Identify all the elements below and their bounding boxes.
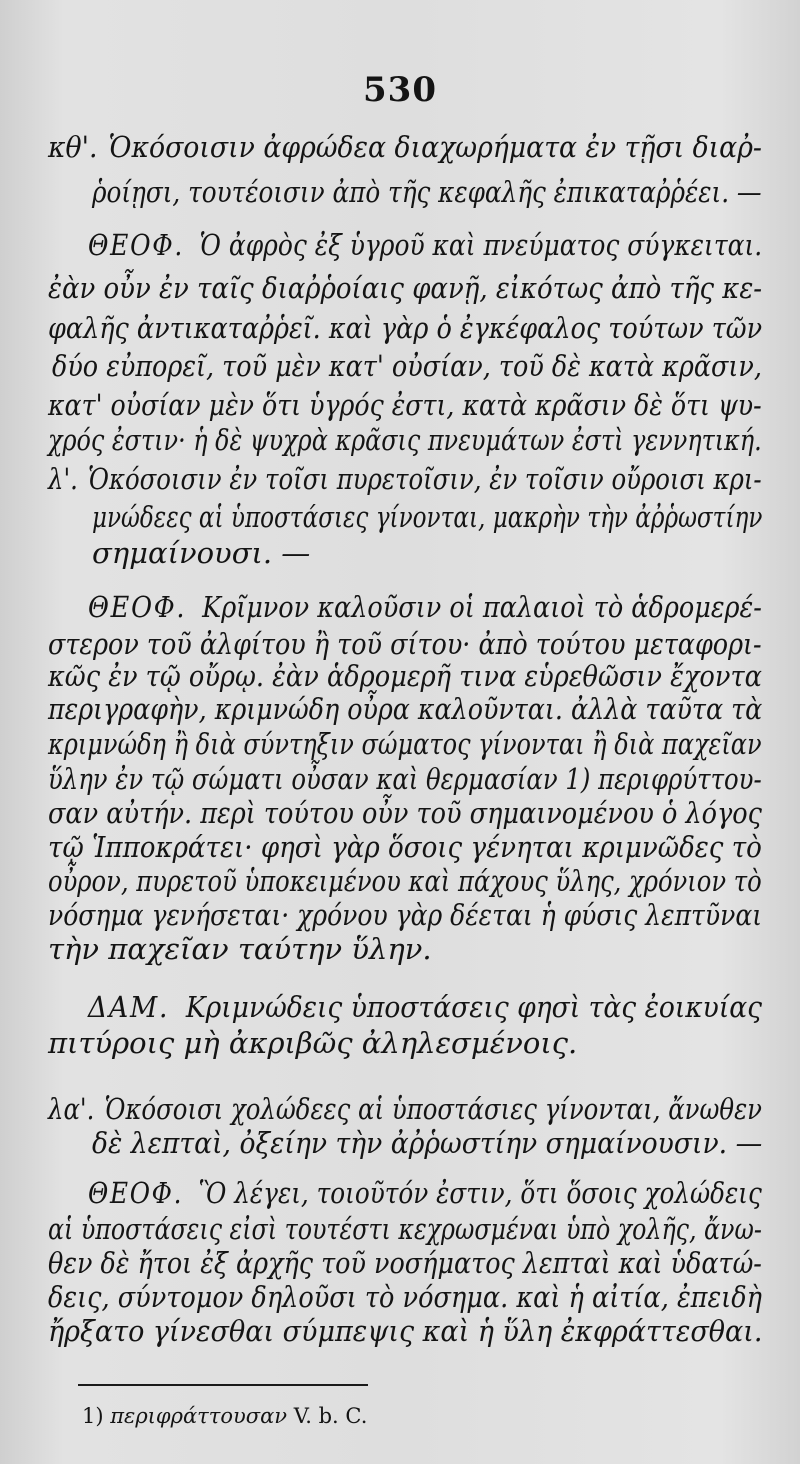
text-line [48, 388, 762, 422]
text-line [48, 762, 762, 796]
line-text: Ὁκόσοισιν ἀφρώδεα διαχωρήματα ἐν τῇσι διαῤ- [108, 130, 762, 164]
line-text: Κρῖμνον καλοῦσιν οἱ παλαιοὶ τὸ ἁδρομερέ- [202, 590, 762, 624]
text-line [92, 1126, 762, 1160]
text-line [92, 536, 310, 570]
aphorism-number: λα'. [48, 1092, 95, 1126]
line-text: αἱ ὑποστάσεις εἰσὶ τουτέστι κεχρωσμέναι ὑπὸ χολῆς, ἄνω- [48, 1212, 762, 1246]
text-line [48, 898, 762, 932]
text-line [48, 1026, 577, 1060]
line-text: τῷ Ἱπποκράτει· φησὶ γὰρ ὅσοις γένηται κριμνῶδες τὸ [48, 830, 762, 864]
line-text: σαν αὐτήν. περὶ τούτου οὖν τοῦ σημαινομένου ὁ λόγος [48, 796, 762, 830]
text-line [88, 590, 762, 624]
text-line [48, 932, 432, 966]
line-text: δὲ λεπταὶ, ὀξείην τὴν ἀῤῥωστίην σημαίνουσιν. — [92, 1126, 763, 1160]
text-line [88, 990, 762, 1024]
line-text: τὴν παχεῖαν ταύτην ὕλην. [48, 932, 432, 966]
text-line [48, 423, 762, 457]
line-text: δύο εὐπορεῖ, τοῦ μὲν κατ' οὐσίαν, τοῦ δὲ κατὰ κρᾶσιν, [52, 349, 762, 383]
line-text: θεν δὲ ἤτοι ἐξ ἀρχῆς τοῦ νοσήματος λεπταὶ καὶ ὑδατώ- [48, 1246, 762, 1280]
line-text: Ὁ ἀφρὸς ἐξ ὑγροῦ καὶ πνεύματος σύγκειται. [199, 228, 763, 262]
footnote-rule [78, 1384, 368, 1386]
text-line [48, 1314, 762, 1348]
commentator-label: ΘΕΟΦ. [88, 590, 187, 624]
line-text: κῶς ἐν τῷ οὔρῳ. ἐὰν ἁδρομερῆ τινα εὑρεθῶσιν ἔχοντα [48, 659, 762, 693]
line-text: κριμνώδη ἢ διὰ σύντηξιν σώματος γίνονται ἢ διὰ παχεῖαν [48, 727, 762, 761]
text-line [52, 349, 762, 383]
text-line [88, 1176, 762, 1210]
line-text: ὕλην ἐν τῷ σώματι οὖσαν καὶ θερμασίαν 1) περιφρύττου- [48, 762, 762, 796]
commentator-label: ΔΑΜ. [88, 990, 170, 1024]
line-text: στερον τοῦ ἀλφίτου ἢ τοῦ σίτου· ἀπὸ τούτου μεταφορι- [48, 627, 762, 661]
text-line [48, 796, 762, 830]
text-line [48, 1212, 762, 1246]
commentator-label: ΘΕΟΦ. [88, 1176, 184, 1210]
line-text: νόσημα γενήσεται· χρόνου γὰρ δέεται ἡ φύσις λεπτῦναι [48, 898, 763, 932]
aphorism-number: λ'. [48, 462, 78, 496]
line-text: Κριμνώδεις ὑποστάσεις φησὶ τὰς ἐοικυίας [185, 990, 763, 1024]
footnote [82, 1402, 367, 1430]
aphorism-number: κθ'. [48, 130, 98, 164]
commentator-label: ΘΕΟΦ. [88, 228, 185, 262]
line-text: κατ' οὐσίαν μὲν ὅτι ὑγρός ἐστι, κατὰ κρᾶσιν δὲ ὅτι ψυ- [48, 388, 762, 422]
line-text: Ὁκόσοισιν ἐν τοῖσι πυρετοῖσιν, ἐν τοῖσιν οὔροισι κρι- [88, 462, 762, 496]
line-text: μνώδεες αἱ ὑποστάσιες γίνονται, μακρὴν τὴν ἀῤῥωστίην [92, 500, 763, 534]
line-text: πιτύροις μὴ ἀκριβῶς ἀληλεσμένοις. [48, 1026, 578, 1060]
line-text: χρός ἐστιν· ἡ δὲ ψυχρὰ κρᾶσις πνευμάτων ἐστὶ γεννητική. [48, 423, 762, 457]
text-line [48, 311, 762, 345]
footnote-text: περιφράττουσαν [110, 1404, 288, 1428]
line-text: δεις, σύντομον δηλοῦσι τὸ νόσημα. καὶ ἡ αἰτία, ἐπειδὴ [48, 1280, 762, 1314]
text-line [48, 462, 762, 496]
line-text: Ὁκόσοισι χολώδεες αἱ ὑποστάσιες γίνονται, ἄνωθεν [104, 1092, 762, 1126]
text-line [92, 175, 762, 209]
footnote-source: V. b. C. [293, 1404, 368, 1428]
text-line [48, 1092, 762, 1126]
line-text: ἤρξατο γίνεσθαι σύμπεψις καὶ ἡ ὕλη ἐκφράττεσθαι. [48, 1314, 763, 1348]
text-line [48, 627, 762, 661]
footnote-ref: 1) [82, 1404, 104, 1428]
line-text: περιγραφὴν, κριμνώδη οὖρα καλοῦνται. ἀλλὰ ταῦτα τὰ [48, 692, 763, 726]
text-line [92, 500, 762, 534]
text-line [48, 1246, 762, 1280]
text-line [88, 228, 762, 262]
line-text: Ὃ λέγει, τοιοῦτόν ἐστιν, ὅτι ὅσοις χολώδεις [198, 1176, 762, 1210]
line-text: οὖρον, πυρετοῦ ὑποκειμένου καὶ πάχους ὕλης, χρόνιον τὸ [48, 864, 762, 898]
text-line [48, 271, 762, 305]
text-line [48, 659, 762, 693]
line-text: ῥοίῃσι, τουτέοισιν ἀπὸ τῆς κεφαλῆς ἐπικαταῤῥέει. — [92, 175, 762, 209]
page-number: 530 [363, 70, 437, 110]
text-line [48, 692, 762, 726]
text-line [48, 864, 762, 898]
line-text: ἐὰν οὖν ἐν ταῖς διαῤῥοίαις φανῇ, εἰκότως ἀπὸ τῆς κε- [48, 271, 763, 305]
text-line [48, 727, 762, 761]
line-text: σημαίνουσι. — [92, 536, 311, 570]
text-line [48, 830, 762, 864]
text-line [48, 130, 762, 164]
line-text: φαλῆς ἀντικαταῤῥεῖ. καὶ γὰρ ὁ ἐγκέφαλος τούτων τῶν [48, 311, 763, 345]
text-line [48, 1280, 762, 1314]
